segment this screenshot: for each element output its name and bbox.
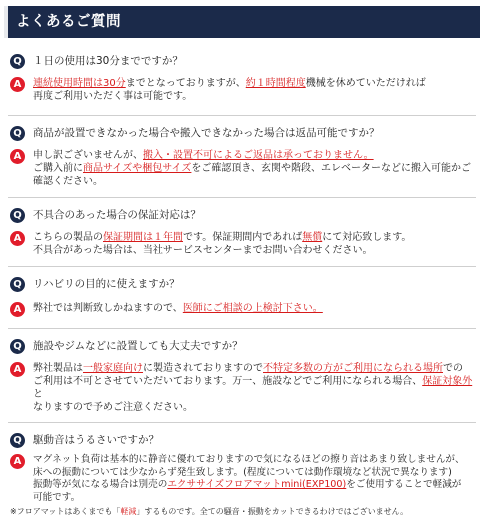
q-badge-icon: Q	[10, 339, 25, 354]
answer-text	[33, 454, 480, 504]
answer-segment: での	[443, 363, 463, 374]
q-badge-icon: Q	[10, 54, 25, 69]
question-text: 商品が設置できなかった場合や搬入できなかった場合は返品可能ですか？	[33, 127, 380, 139]
answer-highlight: エクササイズフロアマットmini(EXP100)	[167, 479, 347, 490]
note-highlight: 軽減	[120, 507, 137, 516]
faq-title: よくあるご質問	[16, 14, 121, 30]
answer-row	[4, 77, 480, 103]
answer-segment: 再度ご利用いただく事は可能です。	[33, 91, 193, 102]
question-row	[4, 339, 480, 354]
q-badge-icon: Q	[10, 277, 25, 292]
answer-highlight: 連続使用時間は30分	[33, 78, 126, 89]
answer-segment: 床への振動については少なからず発生致します。(程度については動作環境など状況で異なります)	[33, 466, 452, 478]
a-badge-icon: A	[10, 77, 25, 92]
q-badge-icon: Q	[10, 433, 25, 448]
faq-header	[4, 6, 480, 38]
answer-highlight: 医師にご相談の上検討下さい。	[182, 303, 323, 314]
faq-list	[0, 54, 484, 517]
answer-text	[33, 302, 480, 315]
answer-segment: 弊社では判断致しかねますので、	[33, 303, 183, 314]
answer-text	[33, 77, 480, 103]
answer-segment: 弊社製品は	[33, 363, 83, 374]
answer-segment: 不具合があった場合は、当社サービスセンターまでお問い合わせください。	[33, 245, 373, 256]
answer-row	[4, 362, 480, 414]
answer-highlight: 搬入・設置不可によるご返品は承っておりません。	[143, 150, 374, 161]
answer-highlight: 無償	[302, 232, 323, 243]
answer-segment: 申し訳ございませんが、	[33, 150, 143, 161]
answer-segment: マグネット負荷は基本的に静音に優れておりますので気になるほどの擦り音はあまり致しませんが、	[33, 454, 465, 465]
answer-segment: までとなっておりますが、	[125, 78, 246, 89]
answer-segment: をご使用することで軽減が	[346, 479, 462, 490]
answer-segment: に製造されておりますので	[143, 363, 263, 374]
faq-item	[4, 54, 480, 103]
answer-highlight: 約１時間程度	[245, 78, 306, 89]
faq-item	[4, 208, 480, 257]
faq-item	[4, 277, 480, 317]
answer-highlight: 商品サイズや梱包サイズ	[83, 163, 192, 174]
header-accent-bar	[4, 6, 8, 38]
answer-segment: です。保証期間内であれば	[183, 232, 303, 243]
question-text: １日の使用は30分までですか？	[33, 55, 183, 67]
a-badge-icon: A	[10, 231, 25, 246]
answer-highlight: 保証期間は１年間	[103, 232, 183, 243]
answer-row	[4, 302, 480, 317]
answer-segment: こちらの製品の	[33, 232, 103, 243]
answer-segment: 振動等が気になる場合は別売の	[33, 479, 168, 490]
faq-item	[4, 126, 480, 188]
divider	[8, 115, 476, 116]
divider	[8, 266, 476, 267]
question-row	[4, 126, 480, 141]
answer-text	[33, 231, 480, 257]
answer-segment: ご購入前に	[33, 163, 83, 174]
a-badge-icon: A	[10, 149, 25, 164]
footnote	[4, 506, 480, 517]
answer-segment: 機械を休めていただければ	[305, 78, 426, 89]
answer-highlight: 一般家庭向け	[83, 363, 143, 374]
note-segment: 」するものです。全ての騒音・振動をカットできるわけではございません。	[136, 507, 409, 516]
question-row	[4, 54, 480, 69]
question-text: 施設やジムなどに設置しても大丈夫ですか？	[33, 340, 243, 352]
divider	[8, 422, 476, 423]
a-badge-icon: A	[10, 302, 25, 317]
q-badge-icon: Q	[10, 208, 25, 223]
question-row	[4, 277, 480, 292]
answer-segment: をご確認頂き、玄関や階段、エレベーターなどに搬入可能かご確認ください。	[33, 163, 472, 187]
answer-highlight: 保証対象外	[422, 376, 473, 387]
answer-row	[4, 231, 480, 257]
answer-segment: にて対応致します。	[322, 232, 412, 243]
divider	[8, 328, 476, 329]
a-badge-icon: A	[10, 362, 25, 377]
question-row	[4, 208, 480, 223]
faq-item	[4, 433, 480, 517]
faq-item	[4, 339, 480, 414]
question-text: 不具合のあった場合の保証対応は？	[33, 209, 201, 221]
question-row	[4, 433, 480, 448]
question-text: リハビリの目的に使えますか？	[33, 278, 180, 290]
a-badge-icon: A	[10, 454, 25, 469]
answer-segment: なりますので予めご注意ください。	[33, 402, 193, 413]
answer-row	[4, 149, 480, 188]
answer-segment: と	[33, 389, 43, 400]
divider	[8, 197, 476, 198]
q-badge-icon: Q	[10, 126, 25, 141]
answer-segment: 可能です。	[33, 491, 81, 503]
answer-row	[4, 454, 480, 504]
answer-highlight: 不特定多数の方がご利用になられる場所	[263, 363, 443, 374]
question-text: 駆動音はうるさいですか？	[33, 434, 159, 446]
answer-text	[33, 362, 480, 414]
answer-text	[33, 149, 480, 188]
answer-segment: ご利用は不可とさせていただいております。万一、施設などでご利用になられる場合、	[33, 376, 423, 387]
note-segment: ※フロアマットはあくまでも「	[10, 507, 121, 516]
